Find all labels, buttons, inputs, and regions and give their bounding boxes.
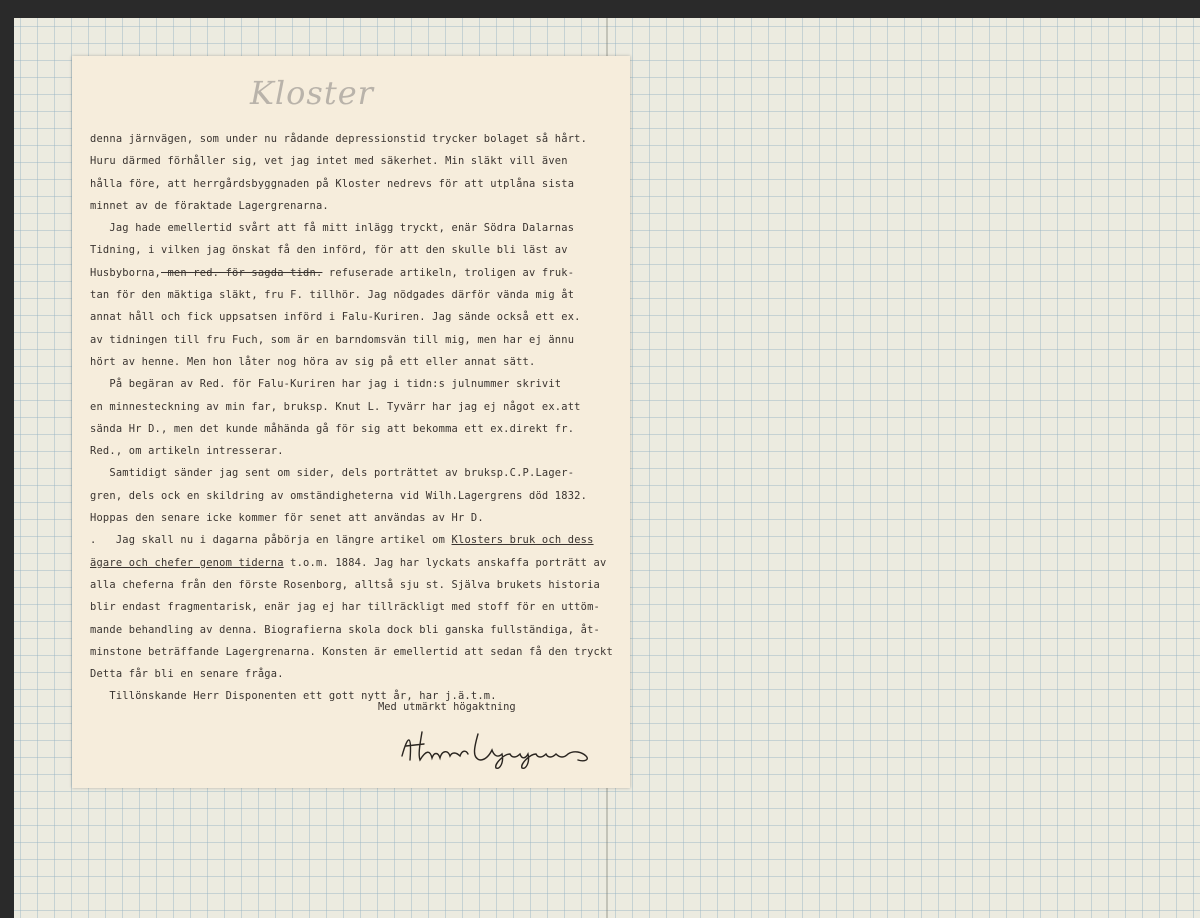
body-line: Detta får bli en senare fråga. [90,668,284,681]
closing-salutation: Med utmärkt högaktning [378,701,516,713]
body-line: tan för den mäktiga släkt, fru F. tillhör. Jag nödgades därför vända mig åt [90,289,575,302]
body-line: Red., om artikeln intresserar. [90,445,284,458]
body-line: en minnesteckning av min far, bruksp. Knut L. Tyvärr har jag ej något ex.att [90,400,581,413]
body-line: minstone beträffande Lagergrenarna. Konsten är emellertid att sedan få den tryckt [90,645,613,658]
typed-letter [72,56,630,788]
body-line: gren, dels ock en skildring av omständigheterna vid Wilh.Lagergrens död 1832. [90,489,588,502]
body-line: mande behandling av denna. Biografierna skola dock bli ganska fullständiga, åt- [90,623,600,636]
text-span: t.o.m. 1884. Jag har lyckats anskaffa porträtt av [283,556,607,569]
body-line: Tillönskande Herr Disponenten ett gott nytt år, har j.ä.t.m. [90,690,497,703]
body-line: hört av henne. Men hon låter nog höra av sig på ett eller annat sätt. [90,355,536,368]
body-line: annat håll och fick uppsatsen införd i Falu-Kuriren. Jag sände också ett ex. [90,311,581,324]
body-line: Hoppas den senare icke kommer för senet att användas av Hr D. [90,512,484,525]
pencil-note: Kloster [250,74,374,112]
handwritten-signature [394,724,604,774]
body-line-agare [90,552,630,574]
body-line: På begäran av Red. för Falu-Kuriren har jag i tidn:s julnummer skrivit [90,378,562,391]
underlined-title: ägare och chefer genom tiderna [90,556,284,569]
body-line: minnet av de föraktade Lagergrenarna. [90,199,329,212]
body-line: hålla före, att herrgårdsbyggnaden på Kloster nedrevs för att utplåna sista [90,177,575,190]
text-span: . Jag skall nu i dagarna påbörja en längre artikel om [90,534,452,547]
letter-body [90,128,630,708]
text-span: refuserade artikeln, troligen av fruk- [322,266,575,279]
body-line: blir endast fragmentarisk, enär jag ej har tillräckligt med stoff för en uttöm- [90,601,600,614]
body-line-husbyborna [90,262,630,284]
body-line-klosters [90,529,630,551]
text-span: Husbyborna, [90,266,162,279]
struck-text: men red. för sagda tidn. [161,266,323,279]
underlined-title: Klosters bruk och dess [451,534,594,547]
body-line: Tidning, i vilken jag önskat få den införd, för att den skulle bli läst av [90,244,568,257]
body-line: Huru därmed förhåller sig, vet jag intet med säkerhet. Min släkt vill även [90,155,568,168]
body-line: denna järnvägen, som under nu rådande depressionstid trycker bolaget så hårt. [90,133,588,145]
body-line: sända Hr D., men det kunde måhända gå för sig att bekomma ett ex.direkt fr. [90,422,575,435]
body-line: alla cheferna från den förste Rosenborg, alltså sju st. Själva brukets historia [90,578,600,591]
body-line: Samtidigt sänder jag sent om sider, dels porträttet av bruksp.C.P.Lager- [90,467,575,480]
body-line: av tidningen till fru Fuch, som är en barndomsvän till mig, men har ej ännu [90,333,575,346]
body-line: Jag hade emellertid svårt att få mitt inlägg tryckt, enär Södra Dalarnas [90,222,575,235]
